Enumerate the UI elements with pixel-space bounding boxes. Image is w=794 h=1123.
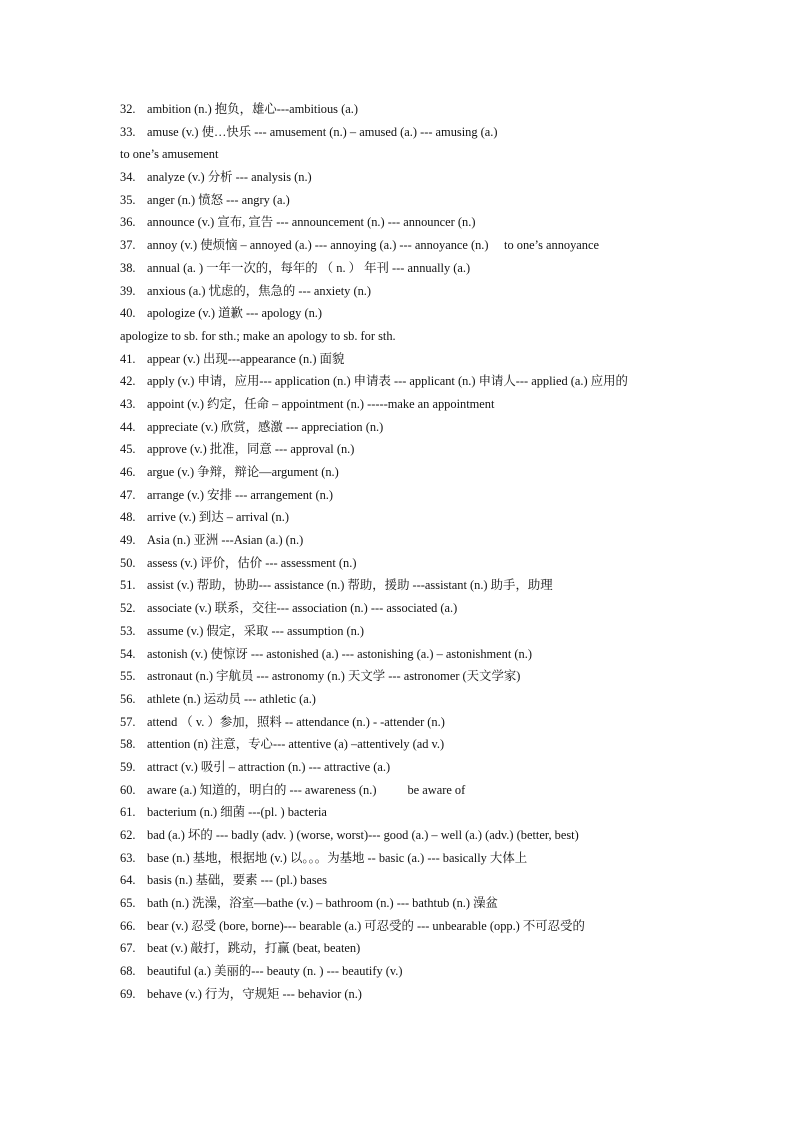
- vocab-entry-continuation: [120, 143, 676, 166]
- vocab-entry: [120, 665, 676, 688]
- entry-text: attend （ v. ）参加，照料 -- attendance (n.) - -attender (n.): [147, 714, 445, 729]
- vocab-entry: [120, 937, 676, 960]
- vocab-entry: [120, 983, 676, 1006]
- vocab-entry: [120, 438, 676, 461]
- entry-text: announce (v.) 宣布, 宣告 --- announcement (n.) --- announcer (n.): [147, 215, 476, 230]
- entry-text: behave (v.) 行为，守规矩 --- behavior (n.): [147, 986, 362, 1001]
- entry-text: apologize (v.) 道歉 --- apology (n.): [147, 306, 323, 321]
- entry-number: 44.: [120, 419, 136, 434]
- entry-number: 68.: [120, 964, 136, 979]
- entry-text: basis (n.) 基础，要素 --- (pl.) bases: [147, 873, 327, 888]
- vocab-entry: [120, 257, 676, 280]
- entry-number: 59.: [120, 759, 136, 774]
- entry-text: annoy (v.) 使烦恼 – annoyed (a.) --- annoying (a.) --- annoyance (n.) to one’s annoyance: [147, 238, 599, 253]
- entry-text: bacterium (n.) 细菌 ---(pl. ) bacteria: [147, 805, 327, 820]
- entry-number: 69.: [120, 986, 136, 1001]
- entry-number: 60.: [120, 782, 136, 797]
- entry-number: 37.: [120, 238, 136, 253]
- vocab-entry: [120, 552, 676, 575]
- entry-number: 42.: [120, 374, 136, 389]
- vocab-entry: [120, 189, 676, 212]
- entry-text: argue (v.) 争辩，辩论—argument (n.): [147, 465, 339, 480]
- vocab-entry: [120, 166, 676, 189]
- entry-text: anger (n.) 愤怒 --- angry (a.): [147, 192, 290, 207]
- vocab-entry: [120, 869, 676, 892]
- entry-text: arrive (v.) 到达 – arrival (n.): [147, 510, 289, 525]
- vocab-entry: [120, 643, 676, 666]
- entry-number: 34.: [120, 170, 136, 185]
- entry-text: astonish (v.) 使惊讶 --- astonished (a.) --- astonishing (a.) – astonishment (n.): [147, 646, 532, 661]
- entry-text: to one’s amusement: [120, 147, 219, 162]
- entry-number: 62.: [120, 828, 136, 843]
- vocab-entry: [120, 529, 676, 552]
- vocab-entry: [120, 711, 676, 734]
- entry-text: attention (n) 注意，专心--- attentive (a) –attentively (ad v.): [147, 737, 445, 752]
- entry-text: bath (n.) 洗澡，浴室—bathe (v.) – bathroom (n.) --- bathtub (n.) 澡盆: [147, 896, 498, 911]
- vocab-entry: [120, 121, 676, 144]
- entry-number: 52.: [120, 601, 136, 616]
- entry-number: 35.: [120, 192, 136, 207]
- entry-text: assess (v.) 评价，估价 --- assessment (n.): [147, 555, 357, 570]
- entry-number: 56.: [120, 691, 136, 706]
- entry-number: 45.: [120, 442, 136, 457]
- vocab-entry-continuation: [120, 325, 676, 348]
- entry-text: beautiful (a.) 美丽的--- beauty (n. ) --- beautify (v.): [147, 964, 403, 979]
- entry-text: assume (v.) 假定，采取 --- assumption (n.): [147, 623, 365, 638]
- entry-number: 63.: [120, 850, 136, 865]
- entry-text: bad (a.) 坏的 --- badly (adv. ) (worse, worst)--- good (a.) – well (a.) (adv.) (better, best): [147, 828, 579, 843]
- entry-text: assist (v.) 帮助，协助--- assistance (n.) 帮助，援助 ---assistant (n.) 助手，助理: [147, 578, 553, 593]
- entry-text: arrange (v.) 安排 --- arrangement (n.): [147, 487, 333, 502]
- entry-text: associate (v.) 联系，交往--- association (n.) --- associated (a.): [147, 601, 458, 616]
- entry-number: 38.: [120, 260, 136, 275]
- vocab-entry: [120, 506, 676, 529]
- vocab-entry: [120, 597, 676, 620]
- entry-number: 54.: [120, 646, 136, 661]
- vocab-entry: [120, 915, 676, 938]
- vocab-entry: [120, 801, 676, 824]
- entry-number: 61.: [120, 805, 136, 820]
- vocab-entry: [120, 779, 676, 802]
- vocab-entry: [120, 733, 676, 756]
- entry-text: bear (v.) 忍受 (bore, borne)--- bearable (a.) 可忍受的 --- unbearable (opp.) 不可忍受的: [147, 918, 585, 933]
- vocab-entry: [120, 824, 676, 847]
- vocab-entry: [120, 348, 676, 371]
- vocab-entry: [120, 416, 676, 439]
- vocabulary-list: [120, 98, 676, 1006]
- vocab-entry: [120, 280, 676, 303]
- entry-number: 48.: [120, 510, 136, 525]
- entry-text: athlete (n.) 运动员 --- athletic (a.): [147, 691, 316, 706]
- vocab-entry: [120, 960, 676, 983]
- entry-number: 50.: [120, 555, 136, 570]
- entry-number: 65.: [120, 896, 136, 911]
- vocab-entry: [120, 234, 676, 257]
- vocab-entry: [120, 98, 676, 121]
- entry-number: 49.: [120, 533, 136, 548]
- entry-number: 67.: [120, 941, 136, 956]
- entry-text: base (n.) 基地，根据地 (v.) 以。。。为基地 -- basic (a.) --- basically 大体上: [147, 850, 528, 865]
- entry-number: 43.: [120, 396, 136, 411]
- entry-text: annual (a. ) 一年一次的，每年的 （ n. ） 年刊 --- annually (a.): [147, 260, 471, 275]
- vocab-entry: [120, 847, 676, 870]
- entry-text: beat (v.) 敲打，跳动，打赢 (beat, beaten): [147, 941, 361, 956]
- entry-number: 46.: [120, 465, 136, 480]
- entry-text: Asia (n.) 亚洲 ---Asian (a.) (n.): [147, 533, 304, 548]
- entry-number: 39.: [120, 283, 136, 298]
- entry-text: apologize to sb. for sth.; make an apology to sb. for sth.: [120, 328, 396, 343]
- vocab-entry: [120, 302, 676, 325]
- entry-number: 33.: [120, 124, 136, 139]
- entry-text: appear (v.) 出现---appearance (n.) 面貌: [147, 351, 345, 366]
- entry-text: attract (v.) 吸引 – attraction (n.) --- attractive (a.): [147, 759, 391, 774]
- vocab-entry: [120, 484, 676, 507]
- entry-number: 51.: [120, 578, 136, 593]
- entry-text: apply (v.) 申请，应用--- application (n.) 申请表 --- applicant (n.) 申请人--- applied (a.) 应用的: [147, 374, 628, 389]
- entry-text: approve (v.) 批准，同意 --- approval (n.): [147, 442, 355, 457]
- entry-number: 64.: [120, 873, 136, 888]
- entry-text: aware (a.) 知道的，明白的 --- awareness (n.) be aware of: [147, 782, 466, 797]
- entry-number: 66.: [120, 918, 136, 933]
- entry-number: 53.: [120, 623, 136, 638]
- entry-text: appoint (v.) 约定，任命 – appointment (n.) -----make an appointment: [147, 396, 495, 411]
- entry-text: appreciate (v.) 欣赏，感激 --- appreciation (n.): [147, 419, 384, 434]
- vocab-entry: [120, 461, 676, 484]
- vocab-entry: [120, 688, 676, 711]
- entry-text: amuse (v.) 使…快乐 --- amusement (n.) – amused (a.) --- amusing (a.): [147, 124, 498, 139]
- entry-number: 41.: [120, 351, 136, 366]
- entry-number: 32.: [120, 102, 136, 116]
- vocab-entry: [120, 756, 676, 779]
- entry-text: ambition (n.) 抱负，雄心---ambitious (a.): [147, 102, 358, 116]
- entry-number: 58.: [120, 737, 136, 752]
- vocab-entry: [120, 393, 676, 416]
- entry-text: anxious (a.) 忧虑的，焦急的 --- anxiety (n.): [147, 283, 372, 298]
- vocab-entry: [120, 370, 676, 393]
- entry-number: 36.: [120, 215, 136, 230]
- entry-text: astronaut (n.) 宇航员 --- astronomy (n.) 天文学 --- astronomer (天文学家): [147, 669, 521, 684]
- vocab-entry: [120, 574, 676, 597]
- vocab-entry: [120, 892, 676, 915]
- entry-number: 55.: [120, 669, 136, 684]
- vocab-entry: [120, 620, 676, 643]
- entry-number: 47.: [120, 487, 136, 502]
- entry-number: 57.: [120, 714, 136, 729]
- entry-text: analyze (v.) 分析 --- analysis (n.): [147, 170, 312, 185]
- vocab-entry: [120, 211, 676, 234]
- entry-number: 40.: [120, 306, 136, 321]
